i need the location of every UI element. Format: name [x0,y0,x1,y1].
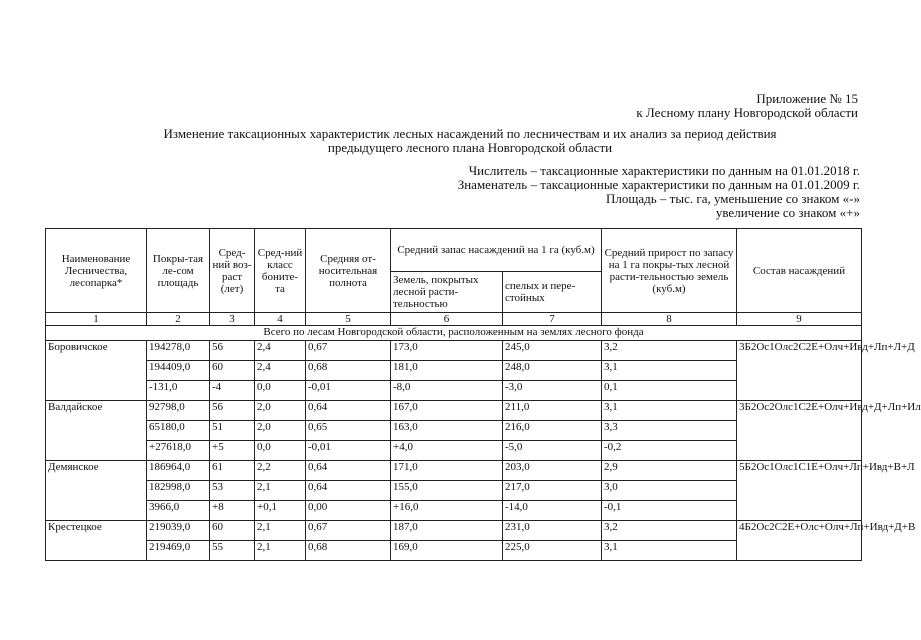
table-cell: 60 [210,361,255,381]
composition-cell: 3Б2Ос1Олс2С2Е+Олч+Ивд+Лп+Л+Д [737,341,862,401]
legend-notes [458,164,860,220]
header-growth: Средний прирост по запасу на 1 га покры-тых лесной расти-тельностью земель (куб.м) [602,229,737,313]
table-row [46,521,862,541]
table-cell: 219039,0 [147,521,210,541]
table-cell: -0,1 [602,501,737,521]
table-row [46,341,862,361]
table-body [46,313,921,561]
table-cell: 231,0 [503,521,602,541]
table-cell: 0,64 [306,401,391,421]
table-cell: 187,0 [391,521,503,541]
table-cell: -8,0 [391,381,503,401]
section-title: Всего по лесам Новгородской области, расположенным на землях лесного фонда [46,326,862,341]
note-numerator: Числитель – таксационные характеристики по данным на 01.01.2018 г. [468,163,860,178]
document-title [100,127,840,155]
header-stock-mature: спелых и пере-стойных [503,272,602,313]
table-cell: 182998,0 [147,481,210,501]
table-cell: 2,0 [255,421,306,441]
table-cell: 0,0 [255,441,306,461]
table-cell: 3,1 [602,361,737,381]
table-cell: 60 [210,521,255,541]
table-cell: 0,67 [306,521,391,541]
column-number: 1 [46,313,147,326]
table-cell: 155,0 [391,481,503,501]
table-cell: 3,1 [602,401,737,421]
column-number: 3 [210,313,255,326]
forestry-name: Крестецкое [46,521,147,561]
appendix-reference: к Лесному плану Новгородской области [636,105,858,120]
table-cell: +8 [210,501,255,521]
title-line-2: предыдущего лесного плана Новгородской области [327,140,613,155]
table-cell: +4,0 [391,441,503,461]
table-cell: 53 [210,481,255,501]
table-cell: 3,2 [602,341,737,361]
table-cell: 0,0 [255,381,306,401]
table-cell: 194278,0 [147,341,210,361]
table-cell: +5 [210,441,255,461]
header-density: Средняя от-носительная полнота [306,229,391,313]
composition-cell: 5Б2Ос1Олс1С1Е+Олч+Лп+Ивд+В+Л [737,461,862,521]
table-cell: +16,0 [391,501,503,521]
column-number: 4 [255,313,306,326]
table-cell: 3,3 [602,421,737,441]
table-cell: +0,1 [255,501,306,521]
appendix-number: Приложение № 15 [756,91,858,106]
table-cell: 171,0 [391,461,503,481]
table-cell: 2,2 [255,461,306,481]
header-composition: Состав насаждений [737,229,862,313]
table-cell: 173,0 [391,341,503,361]
column-number: 7 [503,313,602,326]
table-cell: 2,1 [255,541,306,561]
title-line-1: Изменение таксационных характеристик лесных насаждений по лесничествам и их анализ за период действия [163,126,777,141]
table-cell: 181,0 [391,361,503,381]
note-area-increase: увеличение со знаком «+» [715,205,860,220]
note-area-decrease: Площадь – тыс. га, уменьшение со знаком «-» [605,191,860,206]
table-cell: +27618,0 [147,441,210,461]
table-cell: 92798,0 [147,401,210,421]
table-cell: 0,64 [306,481,391,501]
table-cell: 211,0 [503,401,602,421]
table-row [46,401,862,421]
table-cell: 65180,0 [147,421,210,441]
table-cell: 0,68 [306,361,391,381]
header-area: Покры-тая ле-сом площадь [147,229,210,313]
table-cell: 0,64 [306,461,391,481]
table-cell: -4 [210,381,255,401]
table-cell: 0,68 [306,541,391,561]
table-cell: 2,9 [602,461,737,481]
forest-characteristics-table [45,228,921,561]
table-cell: 0,00 [306,501,391,521]
table-cell: 2,4 [255,361,306,381]
table-cell: -14,0 [503,501,602,521]
column-number: 8 [602,313,737,326]
table-cell: 56 [210,401,255,421]
table-cell: 167,0 [391,401,503,421]
table-row [46,461,862,481]
table-cell: 2,1 [255,521,306,541]
column-number: 5 [306,313,391,326]
table-cell: 248,0 [503,361,602,381]
table-cell: 0,1 [602,381,737,401]
table-cell: -3,0 [503,381,602,401]
table-cell: 3,0 [602,481,737,501]
table-cell: 56 [210,341,255,361]
table-cell: 186964,0 [147,461,210,481]
table-cell: 245,0 [503,341,602,361]
appendix-header [636,92,858,120]
table-cell: -131,0 [147,381,210,401]
table-cell: 3966,0 [147,501,210,521]
forestry-name: Боровичское [46,341,147,401]
table-cell: 225,0 [503,541,602,561]
table-cell: 51 [210,421,255,441]
column-numbers-row [46,313,862,326]
header-stock: Средний запас насаждений на 1 га (куб.м) [391,229,602,272]
table-cell: 2,0 [255,401,306,421]
column-number: 6 [391,313,503,326]
table-cell: 216,0 [503,421,602,441]
note-denominator: Знаменатель – таксационные характеристики по данным на 01.01.2009 г. [457,177,860,192]
table-cell: 163,0 [391,421,503,441]
table-cell: 2,4 [255,341,306,361]
section-row [46,326,862,341]
table-cell: 3,2 [602,521,737,541]
table-cell: 61 [210,461,255,481]
header-stock-forest: Земель, покрытых лесной расти-тельностью [391,272,503,313]
table-cell: 55 [210,541,255,561]
table-cell: -5,0 [503,441,602,461]
table-cell: -0,2 [602,441,737,461]
table-cell: 2,1 [255,481,306,501]
table-cell: 203,0 [503,461,602,481]
composition-cell: 4Б2Ос2С2Е+Олс+Олч+Лп+Ивд+Д+В [737,521,862,561]
table-cell: 0,67 [306,341,391,361]
forestry-name: Демянское [46,461,147,521]
table-cell: -0,01 [306,441,391,461]
forestry-name: Валдайское [46,401,147,461]
table-cell: 3,1 [602,541,737,561]
header-name: Наименование Лесничества, лесопарка* [46,229,147,313]
table-cell: -0,01 [306,381,391,401]
composition-cell: 3Б2Ос2Олс1С2Е+Олч+Ивд+Д+Лп+Ил [737,401,862,461]
header-age: Сред-ний воз-раст (лет) [210,229,255,313]
table-cell: 169,0 [391,541,503,561]
column-number: 2 [147,313,210,326]
header-bonitet: Сред-ний класс боните-та [255,229,306,313]
table-cell: 217,0 [503,481,602,501]
table-cell: 219469,0 [147,541,210,561]
table-cell: 0,65 [306,421,391,441]
column-number: 9 [737,313,862,326]
table-cell: 194409,0 [147,361,210,381]
